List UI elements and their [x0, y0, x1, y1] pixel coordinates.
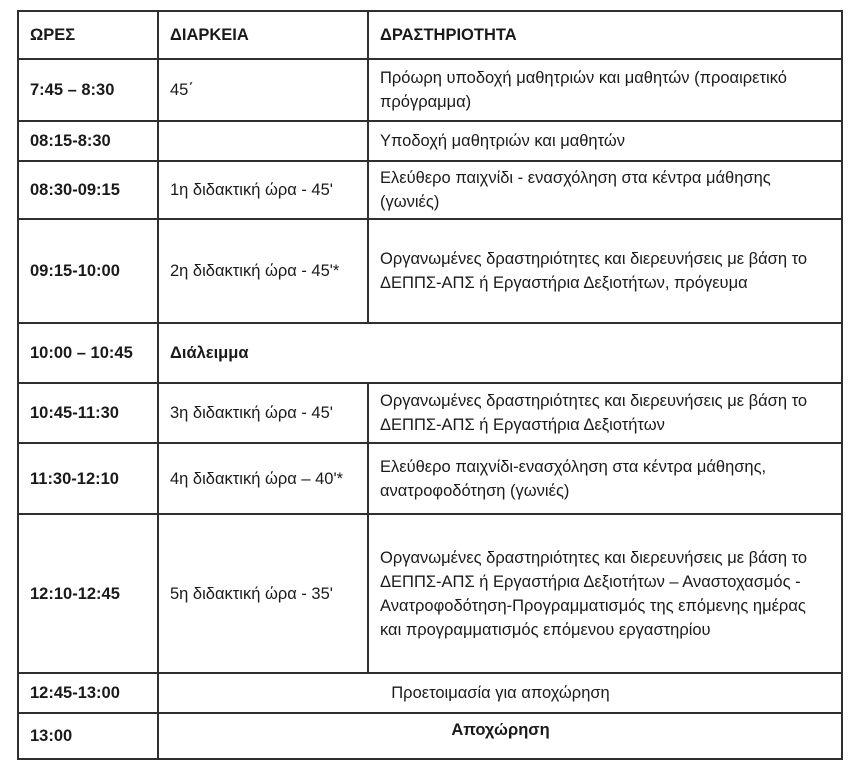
time-cell: 08:15-8:30 — [18, 121, 158, 161]
time-cell: 10:45-11:30 — [18, 383, 158, 443]
time-cell: 12:45-13:00 — [18, 673, 158, 713]
time-cell: 10:00 – 10:45 — [18, 323, 158, 383]
activity-cell: Υποδοχή μαθητριών και μαθητών — [368, 121, 842, 161]
table-row — [18, 219, 842, 323]
time-cell: 13:00 — [18, 713, 158, 759]
header-duration: ΔΙΑΡΚΕΙΑ — [158, 11, 368, 59]
table-row-break — [18, 323, 842, 383]
table-row-prep — [18, 673, 842, 713]
duration-cell: 45΄ — [158, 59, 368, 121]
table-row — [18, 514, 842, 673]
time-cell: 08:30-09:15 — [18, 161, 158, 219]
activity-cell: Οργανωμένες δραστηριότητες και διερευνήσεις με βάση το ΔΕΠΠΣ-ΑΠΣ ή Εργαστήρια Δεξιοτήτων – Αναστοχασμός - Ανατροφοδότηση-Προγραμματισμός της επόμενης ημέρας και προγραμματισμός επόμενου εργαστηρίου — [368, 514, 842, 673]
header-row — [18, 11, 842, 59]
prep-cell: Προετοιμασία για αποχώρηση — [158, 673, 842, 713]
table-row — [18, 383, 842, 443]
departure-cell: Αποχώρηση — [158, 713, 842, 759]
activity-cell: Οργανωμένες δραστηριότητες και διερευνήσεις με βάση το ΔΕΠΠΣ-ΑΠΣ ή Εργαστήρια Δεξιοτήτων — [368, 383, 842, 443]
duration-cell — [158, 121, 368, 161]
duration-cell: 1η διδακτική ώρα - 45' — [158, 161, 368, 219]
activity-cell: Οργανωμένες δραστηριότητες και διερευνήσεις με βάση το ΔΕΠΠΣ-ΑΠΣ ή Εργαστήρια Δεξιοτήτων, πρόγευμα — [368, 219, 842, 323]
table-row — [18, 121, 842, 161]
duration-cell: 5η διδακτική ώρα - 35' — [158, 514, 368, 673]
header-hours: ΩΡΕΣ — [18, 11, 158, 59]
time-cell: 11:30-12:10 — [18, 443, 158, 514]
table-row — [18, 161, 842, 219]
header-activity: ΔΡΑΣΤΗΡΙΟΤΗΤΑ — [368, 11, 842, 59]
duration-cell: 2η διδακτική ώρα - 45'* — [158, 219, 368, 323]
activity-cell: Ελεύθερο παιχνίδι - ενασχόληση στα κέντρα μάθησης (γωνιές) — [368, 161, 842, 219]
activity-cell: Ελεύθερο παιχνίδι-ενασχόληση στα κέντρα μάθησης, ανατροφοδότηση (γωνιές) — [368, 443, 842, 514]
time-cell: 09:15-10:00 — [18, 219, 158, 323]
table-row — [18, 443, 842, 514]
duration-cell: 3η διδακτική ώρα - 45' — [158, 383, 368, 443]
break-cell: Διάλειμμα — [158, 323, 842, 383]
table-row-departure — [18, 713, 842, 759]
time-cell: 7:45 – 8:30 — [18, 59, 158, 121]
schedule-table — [17, 10, 843, 760]
duration-cell: 4η διδακτική ώρα – 40'* — [158, 443, 368, 514]
table-row — [18, 59, 842, 121]
activity-cell: Πρόωρη υποδοχή μαθητριών και μαθητών (προαιρετικό πρόγραμμα) — [368, 59, 842, 121]
time-cell: 12:10-12:45 — [18, 514, 158, 673]
